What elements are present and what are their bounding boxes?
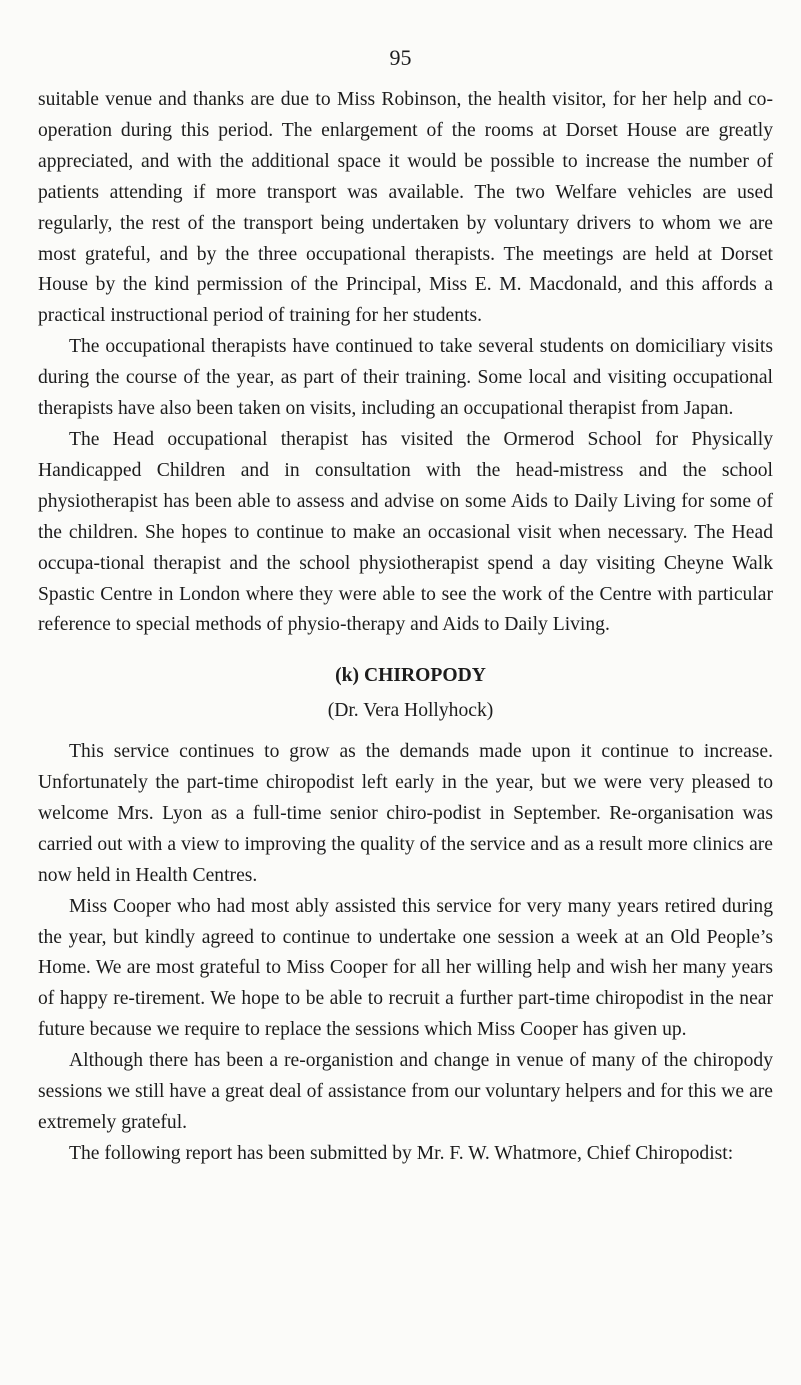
section-heading: (k) CHIROPODY: [335, 665, 486, 687]
paragraph: The occupational therapists have continued to take several students on domiciliary visits during the course of the year, as part of their training. Some local and visiting occupational therapists have also been taken on visits, including an occupational therapist from Japan.: [38, 336, 773, 420]
paragraph: Miss Cooper who had most ably assisted this service for very many years retired during the year, but kindly agreed to continue to undertake one session a week at an Old People’s Home. We are most grateful to Miss Cooper for all her willing help and wish her many years of happy re-tirement. We hope to be able to recruit a further part-time chiropodist in the near future because we require to replace the sessions which Miss Cooper has given up.: [38, 895, 773, 1041]
paragraph: suitable venue and thanks are due to Miss Robinson, the health visitor, for her help and co-operation during this period. The enlargement of the rooms at Dorset House are greatly appreciated, and with the additional space it would be possible to increase the number of patients attending if more transport was available. The two Welfare vehicles are used regularly, the rest of the transport being undertaken by voluntary drivers to whom we are most grateful, and by the three occupational therapists. The meetings are held at Dorset House by the kind permission of the Principal, Miss E. M. Macdonald, and this affords a practical instructional period of training for her students.: [38, 89, 773, 327]
paragraph: Although there has been a re-organistion and change in venue of many of the chiropody sessions we still have a great deal of assistance from our voluntary helpers and for this we are extremely grateful.: [38, 1050, 773, 1133]
paragraph: The Head occupational therapist has visited the Ormerod School for Physically Handicapped Children and in consultation with the head-mistress and the school physiotherapist has been able to assess and advise on some Aids to Daily Living for some of the children. She hopes to continue to make an occasional visit when necessary. The Head occupa-tional therapist and the school physiotherapist spend a day visiting Cheyne Walk Spastic Centre in London where they were able to see the work of the Centre with particular reference to special methods of physio-therapy and Aids to Daily Living.: [38, 428, 773, 636]
body-text: [38, 85, 773, 1170]
section-author: (Dr. Vera Hollyhock): [327, 700, 494, 722]
paragraph: The following report has been submitted by Mr. F. W. Whatmore, Chief Chiropodist:: [69, 1142, 734, 1164]
paragraph: This service continues to grow as the demands made upon it continue to increase. Unfortunately the part-time chiropodist left early in the year, but we were very pleased to welcome Mrs. Lyon as a full-time senior chiro-podist in September. Re-organisation was carried out with a view to improving the quality of the service and as a result more clinics are now held in Health Centres.: [38, 741, 773, 886]
page-number: 95: [389, 45, 412, 70]
